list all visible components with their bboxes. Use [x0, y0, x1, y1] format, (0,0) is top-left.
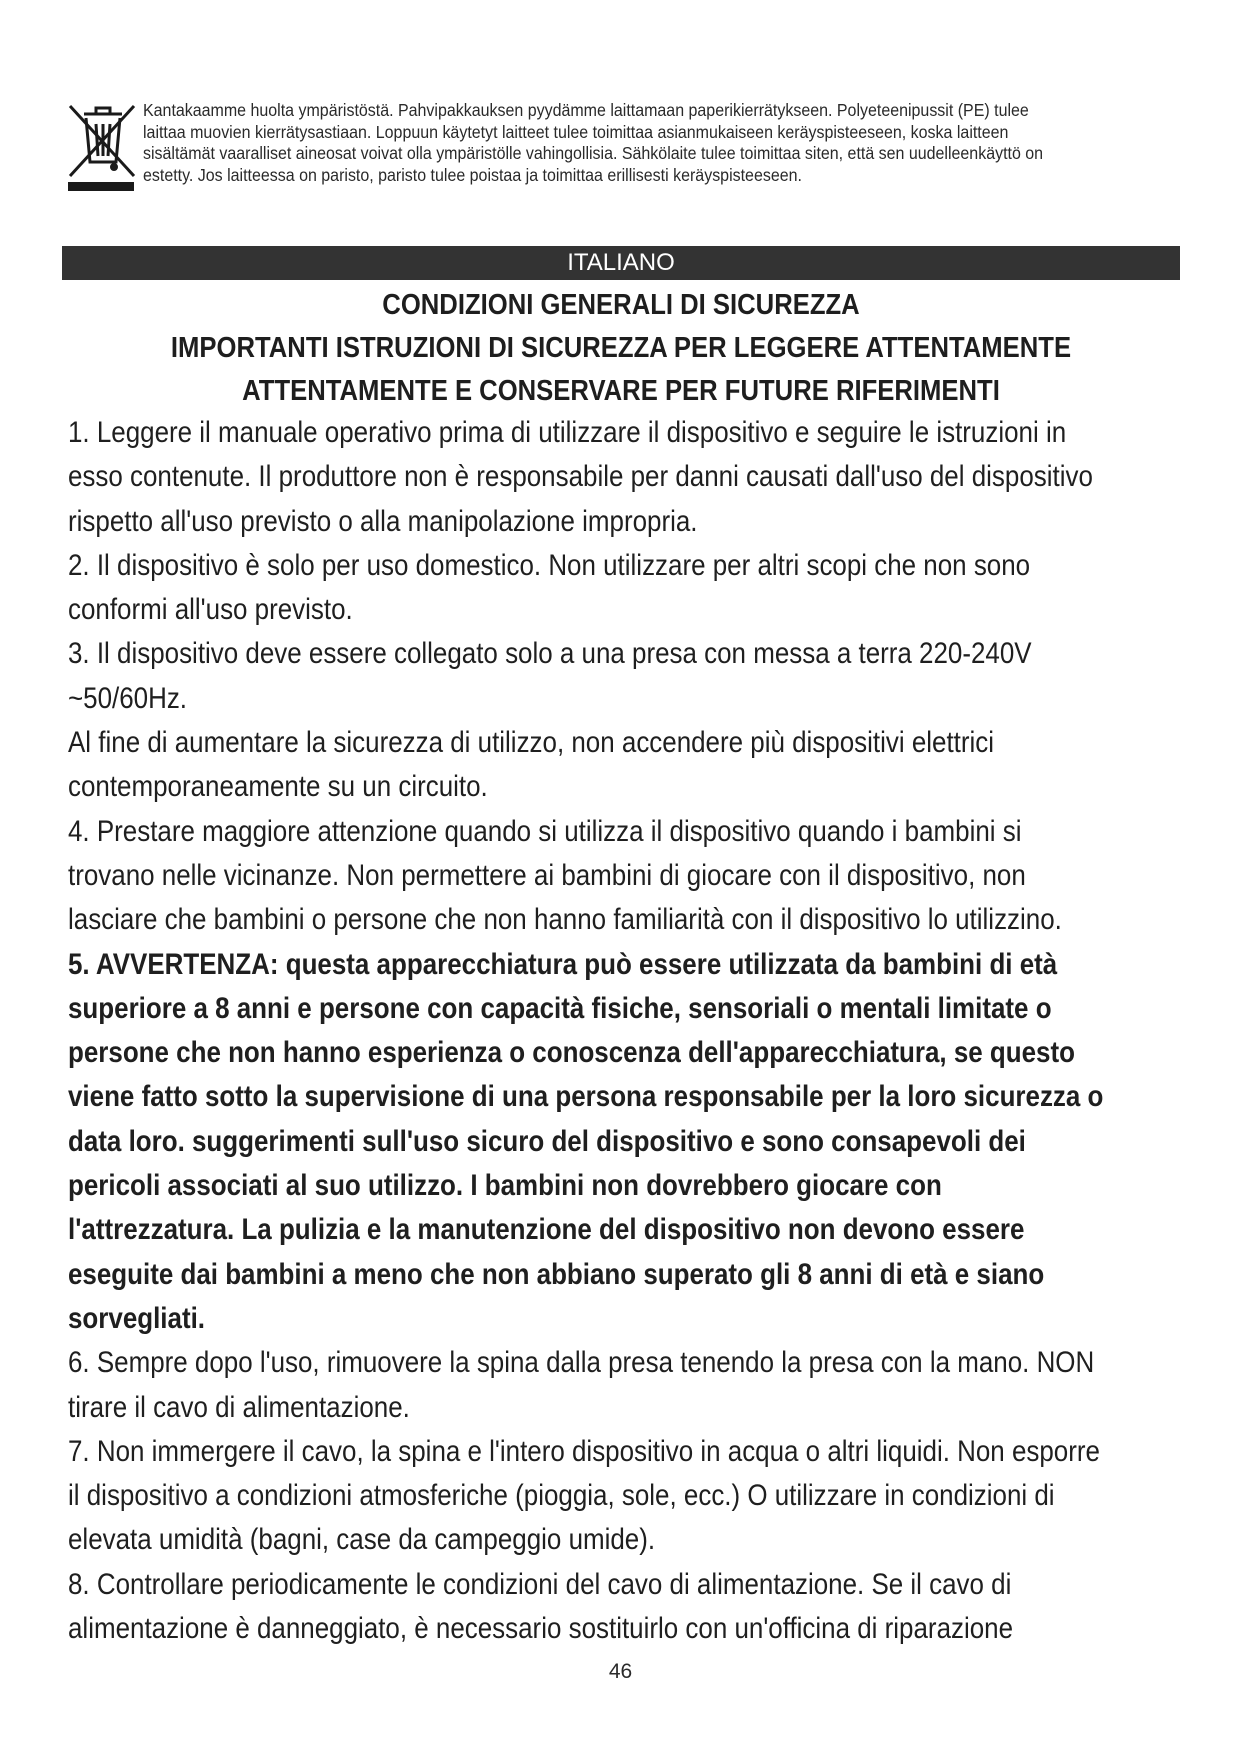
- crossed-out-wheelie-bin-icon: [64, 96, 138, 196]
- warning-line: 5. AVVERTENZA: questa apparecchiatura può essere utilizzata da bambini di età: [68, 947, 1058, 981]
- safety-instructions: [68, 411, 1104, 1651]
- instruction-line: alimentazione è danneggiato, è necessario sostituirlo con un'officina di riparazione: [68, 1612, 1014, 1646]
- instruction-line: conformi all'uso previsto.: [68, 593, 353, 627]
- instruction-line: 4. Prestare maggiore attenzione quando si utilizza il dispositivo quando i bambini si: [68, 814, 1022, 848]
- disposal-notice-line: laittaa muovien kierrätysastiaan. Loppuun käytetyt laitteet tulee toimittaa asianmukaiseen keräyspisteeseen, koska laitteen: [143, 121, 1009, 142]
- disposal-notice-line: Kantakaamme huolta ympäristöstä. Pahvipakkauksen pyydämme laittamaan paperikierrätykseen. Polyeteenipussit (PE) tulee: [143, 100, 1029, 120]
- warning-line: persone che non hanno esperienza o conoscenza dell'apparecchiatura, se questo: [68, 1036, 1075, 1070]
- instruction-line: 7. Non immergere il cavo, la spina e l'intero dispositivo in acqua o altri liquidi. Non esporre: [68, 1434, 1100, 1468]
- disposal-notice-line: estetty. Jos laitteessa on paristo, paristo tulee poistaa ja toimittaa erillisesti keräyspisteeseen.: [143, 164, 802, 185]
- instruction-line: contemporaneamente su un circuito.: [68, 770, 488, 804]
- section-subtitle-line-1: IMPORTANTI ISTRUZIONI DI SICUREZZA PER LEGGERE ATTENTAMENTE: [170, 332, 1072, 364]
- instruction-line: Al fine di aumentare la sicurezza di utilizzo, non accendere più dispositivi elettrici: [68, 726, 995, 760]
- warning-line: sorvegliati.: [68, 1301, 206, 1335]
- disposal-notice: [143, 100, 1110, 186]
- instruction-line: tirare il cavo di alimentazione.: [68, 1390, 410, 1424]
- instruction-line: 8. Controllare periodicamente le condizioni del cavo di alimentazione. Se il cavo di: [68, 1567, 1012, 1601]
- warning-line: eseguite dai bambini a meno che non abbiano superato gli 8 anni di età e siano: [68, 1257, 1045, 1291]
- warning-line: superiore a 8 anni e persone con capacità fisiche, sensoriali o mentali limitate o: [68, 991, 1052, 1025]
- instruction-line: rispetto all'uso previsto o alla manipolazione impropria.: [68, 504, 698, 538]
- warning-line: l'attrezzatura. La pulizia e la manutenzione del dispositivo non devono essere: [68, 1213, 1025, 1247]
- page-number: 46: [608, 1660, 633, 1683]
- language-section-bar: ITALIANO: [62, 246, 1180, 280]
- disposal-notice-line: sisältämät vaaralliset aineosat voivat olla ympäristölle vahingollisia. Sähkölaite tulee toimittaa siten, että sen uudelleenkäyttö on: [143, 143, 1044, 164]
- instruction-line: 2. Il dispositivo è solo per uso domestico. Non utilizzare per altri scopi che non sono: [68, 548, 1031, 582]
- section-title: CONDIZIONI GENERALI DI SICUREZZA: [382, 289, 860, 321]
- instruction-line: esso contenute. Il produttore non è responsabile per danni causati dall'uso del dispositivo: [68, 460, 1093, 494]
- instruction-line: il dispositivo a condizioni atmosferiche (pioggia, sole, ecc.) O utilizzare in condizioni di: [68, 1479, 1055, 1513]
- section-subtitle-line-2: ATTENTAMENTE E CONSERVARE PER FUTURE RIFERIMENTI: [242, 375, 1000, 407]
- warning-line: viene fatto sotto la supervisione di una persona responsabile per la loro sicurezza o: [68, 1080, 1104, 1114]
- warning-line: pericoli associati al suo utilizzo. I bambini non dovrebbero giocare con: [68, 1169, 942, 1203]
- instruction-line: 6. Sempre dopo l'uso, rimuovere la spina dalla presa tenendo la presa con la mano. NON: [68, 1346, 1095, 1380]
- instruction-line: lasciare che bambini o persone che non hanno familiarità con il dispositivo lo utilizzino.: [68, 903, 1062, 937]
- instruction-line: trovano nelle vicinanze. Non permettere ai bambini di giocare con il dispositivo, non: [68, 858, 1026, 892]
- instruction-line: ~50/60Hz.: [68, 681, 188, 715]
- instruction-line: 3. Il dispositivo deve essere collegato solo a una presa con messa a terra 220-240V: [68, 637, 1032, 671]
- instruction-line: elevata umidità (bagni, case da campeggio umide).: [68, 1523, 656, 1557]
- instruction-line: 1. Leggere il manuale operativo prima di utilizzare il dispositivo e seguire le istruzioni in: [68, 416, 1067, 449]
- warning-line: data loro. suggerimenti sull'uso sicuro del dispositivo e sono consapevoli dei: [68, 1124, 1026, 1158]
